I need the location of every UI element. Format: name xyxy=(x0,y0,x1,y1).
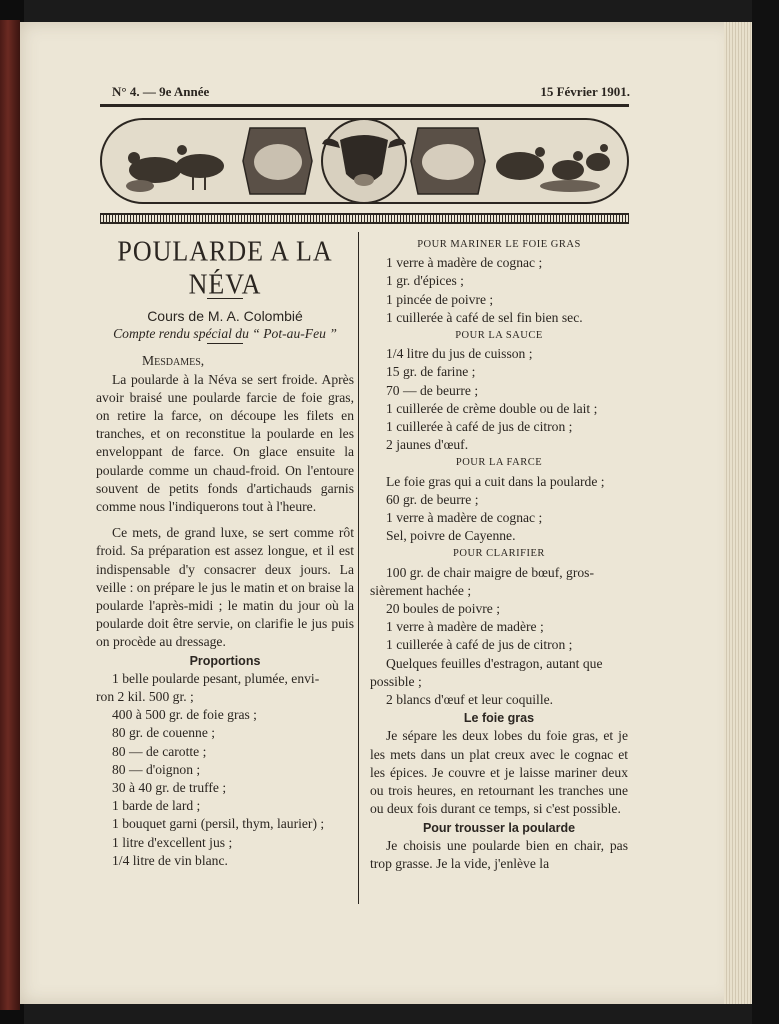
timing-paragraph: Ce mets, de grand luxe, se sert comme rôt froid. Sa préparation est assez longue, et il est indispensable d'y consacrer deux jours. La veille : on prépare le jus le matin et on braise la poularde l'après-midi ; le matin du jour où la poularde doit être servie, on clarifie le jus puis on procède au dressage. xyxy=(96,525,354,650)
report-line: Compte rendu spécial du “ Pot-au-Feu ” xyxy=(113,326,337,342)
trussing-heading: Pour trousser la poularde xyxy=(422,820,576,835)
proportion-item: 1 bouquet garni (persil, thym, laurier) ; xyxy=(112,816,325,832)
proportion-item: 1 belle poularde pesant, plumée, envi- xyxy=(112,670,320,686)
sauce-item: 2 jaunes d'œuf. xyxy=(386,437,469,453)
stuffing-item: 60 gr. de beurre ; xyxy=(386,491,479,507)
stuffing-item: Sel, poivre de Cayenne. xyxy=(386,528,516,544)
left-column xyxy=(96,235,354,870)
proportion-item-continued: ron 2 kil. 500 gr. ; xyxy=(96,689,194,705)
stuffing-item: 1 verre à madère de cognac ; xyxy=(386,510,543,526)
proportion-item: 1/4 litre de vin blanc. xyxy=(112,852,228,868)
decorative-animal-banner xyxy=(100,118,629,204)
binding-strip xyxy=(0,20,20,1010)
marinate-item: 1 cuillerée à café de sel fin bien sec. xyxy=(386,309,583,325)
clarify-item: 20 boules de poivre ; xyxy=(386,601,501,617)
clarify-item-continued: sièrement hachée ; xyxy=(370,582,472,598)
sauce-item: 1/4 litre du jus de cuisson ; xyxy=(386,346,533,362)
clarify-item-continued: possible ; xyxy=(370,673,422,689)
sauce-item: 1 cuillerée à café de jus de citron ; xyxy=(386,419,573,435)
clarify-item: 1 verre à madère de madère ; xyxy=(386,619,544,635)
salutation: Mesdames, xyxy=(142,353,205,369)
proportion-item: 80 gr. de couenne ; xyxy=(112,725,216,741)
header-rule xyxy=(100,104,629,107)
issue-number: N° 4. — 9e Année xyxy=(112,84,210,99)
subtitle-rule xyxy=(207,343,243,344)
clarify-item: 1 cuillerée à café de jus de citron ; xyxy=(386,637,573,653)
sauce-item: 1 cuillerée de crème double ou de lait ; xyxy=(386,400,598,416)
proportion-item: 80 — de carotte ; xyxy=(112,743,207,759)
marinate-item: 1 gr. d'épices ; xyxy=(386,273,464,289)
trussing-paragraph: Je choisis une poularde bien en chair, pas trop grasse. Je la vide, j'enlève la xyxy=(370,837,628,871)
sheep-icon xyxy=(254,144,302,180)
stuffing-heading: POUR LA FARCE xyxy=(455,457,543,469)
sauce-item: 15 gr. de farine ; xyxy=(386,364,476,380)
proportion-item: 30 à 40 gr. de truffe ; xyxy=(112,780,227,796)
proportions-heading: Proportions xyxy=(189,653,261,668)
marinate-item: 1 verre à madère de cognac ; xyxy=(386,255,543,271)
issue-date: 15 Février 1901. xyxy=(540,84,630,99)
pig-icon xyxy=(422,144,474,180)
foie-gras-paragraph: Je sépare les deux lobes du foie gras, et je les mets dans un plat creux avec le cognac et les épices. Je couvre et je laisse mariner deux ou trois heures, en retournant les tranches une ou deux fois durant ce temps, si c'est possible. xyxy=(370,728,628,817)
page-header xyxy=(112,84,630,100)
sauce-heading: POUR LA SAUCE xyxy=(455,330,543,342)
proportion-item: 400 à 500 gr. de foie gras ; xyxy=(112,707,257,723)
clarify-item: 2 blancs d'œuf et leur coquille. xyxy=(386,692,554,708)
intro-paragraph: La poularde à la Néva se sert froide. Après avoir braisé une poularde farcie de foie gras, on retire la farce, on découpe les filets en tranches, et on reconstitue la poularde en les enveloppant de farce. On glace ensuite la poularde comme un chaud-froid. On l'entoure souvent de petits fonds d'artichauds garnis comme nous l'indiquerons tout à l'heure. xyxy=(96,371,354,515)
marinate-heading: POUR MARINER LE FOIE GRAS xyxy=(417,239,581,250)
column-divider xyxy=(358,232,359,904)
course-line: Cours de M. A. Colombié xyxy=(147,308,303,324)
page-edges xyxy=(724,22,752,1004)
proportion-item: 80 — d'oignon ; xyxy=(112,761,201,777)
clarify-item: 100 gr. de chair maigre de bœuf, gros- xyxy=(386,564,594,580)
proportion-item: 1 litre d'excellent jus ; xyxy=(112,834,233,850)
right-column xyxy=(370,236,628,873)
proportion-item: 1 barde de lard ; xyxy=(112,798,201,814)
sauce-item: 70 — de beurre ; xyxy=(386,382,479,398)
marinate-item: 1 pincée de poivre ; xyxy=(386,291,494,307)
foie-gras-heading: Le foie gras xyxy=(463,711,535,726)
stuffing-item: Le foie gras qui a cuit dans la poularde ; xyxy=(386,473,605,489)
scan-border xyxy=(752,0,779,1024)
clarify-item: Quelques feuilles d'estragon, autant que xyxy=(386,655,603,671)
ornamental-rule xyxy=(100,213,629,224)
article-title: POULARDE A LA NÉVA xyxy=(117,235,333,300)
clarify-heading: POUR CLARIFIER xyxy=(453,548,545,560)
